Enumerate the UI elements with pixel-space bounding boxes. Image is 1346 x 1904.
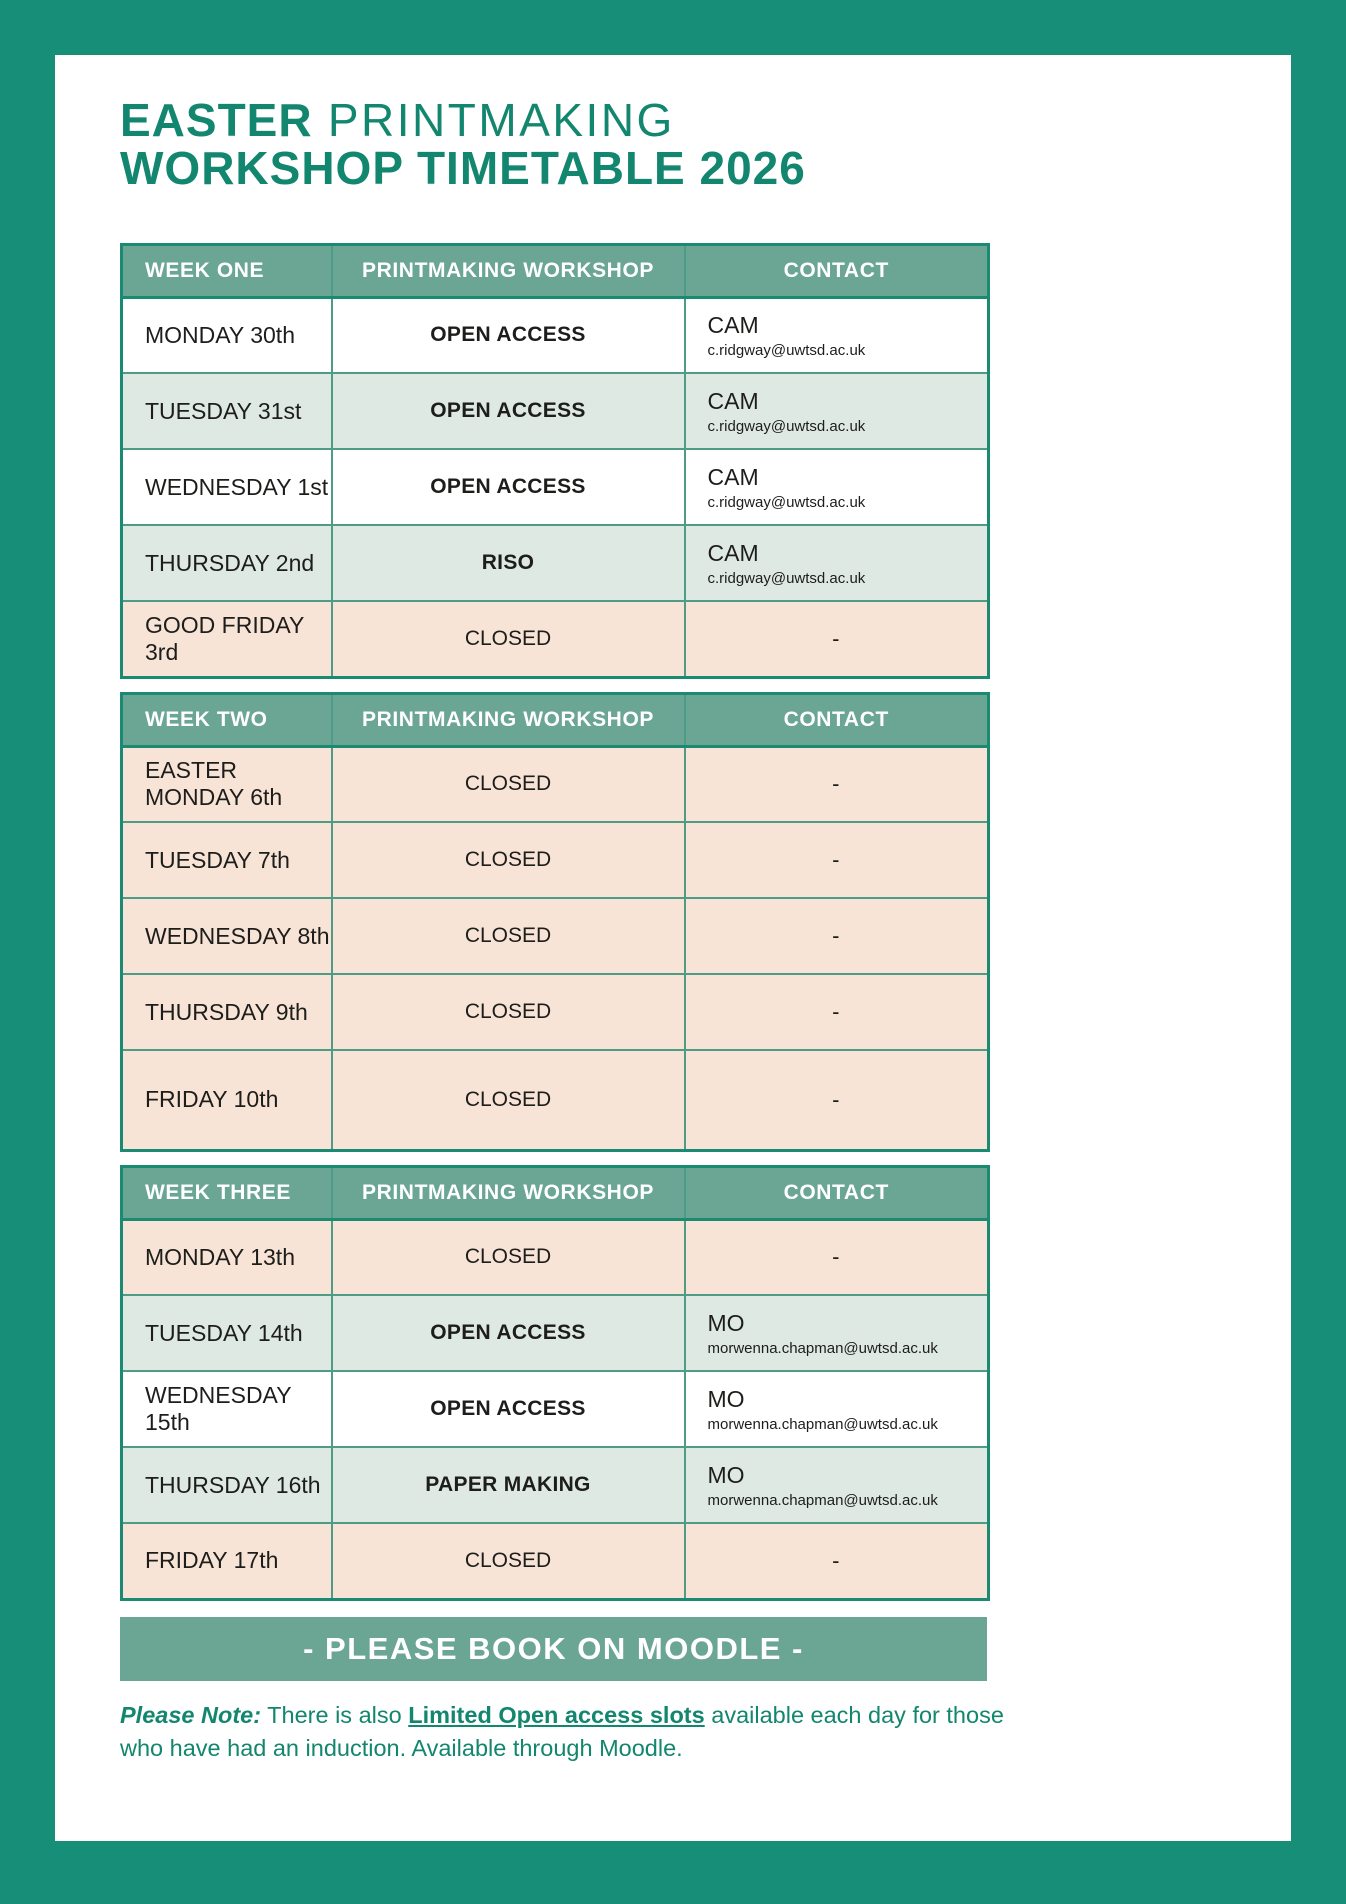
day-cell: GOOD FRIDAY 3rd — [122, 601, 332, 677]
page-title — [120, 94, 1291, 194]
contact-column-header: CONTACT — [685, 693, 989, 746]
contact-email: morwenna.chapman@uwtsd.ac.uk — [707, 1491, 938, 1509]
contact-name: CAM — [707, 539, 759, 566]
contact-cell — [685, 525, 989, 601]
day-cell: FRIDAY 17th — [122, 1523, 332, 1599]
day-cell: THURSDAY 2nd — [122, 525, 332, 601]
week-label-header: WEEK THREE — [122, 1166, 332, 1219]
contact-email: c.ridgway@uwtsd.ac.uk — [707, 493, 866, 511]
day-cell: THURSDAY 9th — [122, 974, 332, 1050]
contact-email: c.ridgway@uwtsd.ac.uk — [707, 341, 866, 359]
table-header-row — [122, 244, 989, 297]
contact-column-header: CONTACT — [685, 244, 989, 297]
day-cell: WEDNESDAY 8th — [122, 898, 332, 974]
note-text — [120, 1699, 1005, 1765]
workshop-column-header: PRINTMAKING WORKSHOP — [332, 693, 685, 746]
workshop-cell: OPEN ACCESS — [332, 373, 685, 449]
day-cell: THURSDAY 16th — [122, 1447, 332, 1523]
workshop-cell: CLOSED — [332, 1523, 685, 1599]
day-cell: FRIDAY 10th — [122, 1050, 332, 1150]
contact-dash: - — [832, 1547, 840, 1573]
contact-email: morwenna.chapman@uwtsd.ac.uk — [707, 1339, 938, 1357]
table-row — [122, 898, 989, 974]
contact-cell — [685, 601, 989, 677]
contact-cell — [685, 898, 989, 974]
workshop-cell: PAPER MAKING — [332, 1447, 685, 1523]
title-easter: EASTER — [120, 94, 313, 146]
workshop-cell: OPEN ACCESS — [332, 449, 685, 525]
timetable-tables — [120, 243, 987, 1601]
contact-cell — [685, 1447, 989, 1523]
workshop-cell: OPEN ACCESS — [332, 1295, 685, 1371]
contact-name: CAM — [707, 463, 759, 490]
contact-dash: - — [832, 625, 840, 651]
contact-cell — [685, 373, 989, 449]
week-table-1 — [120, 243, 990, 679]
contact-cell — [685, 1295, 989, 1371]
contact-name: MO — [707, 1309, 745, 1336]
contact-cell — [685, 1050, 989, 1150]
day-cell: WEDNESDAY 1st — [122, 449, 332, 525]
table-row — [122, 822, 989, 898]
day-cell: TUESDAY 14th — [122, 1295, 332, 1371]
note-prefix: Please Note: — [120, 1701, 262, 1728]
workshop-cell: CLOSED — [332, 1050, 685, 1150]
note-underlined-phrase: Limited Open access slots — [408, 1701, 705, 1728]
day-cell: WEDNESDAY 15th — [122, 1371, 332, 1447]
workshop-cell: CLOSED — [332, 746, 685, 822]
week-label-header: WEEK TWO — [122, 693, 332, 746]
contact-dash: - — [832, 923, 840, 949]
contact-name: CAM — [707, 387, 759, 414]
day-cell: MONDAY 13th — [122, 1219, 332, 1295]
contact-name: CAM — [707, 311, 759, 338]
day-cell: TUESDAY 31st — [122, 373, 332, 449]
workshop-cell: CLOSED — [332, 601, 685, 677]
table-row — [122, 1050, 989, 1150]
document-page — [55, 55, 1291, 1841]
title-printmaking: PRINTMAKING — [312, 94, 675, 146]
day-cell: TUESDAY 7th — [122, 822, 332, 898]
contact-cell — [685, 1219, 989, 1295]
table-row — [122, 746, 989, 822]
day-cell: MONDAY 30th — [122, 297, 332, 373]
workshop-column-header: PRINTMAKING WORKSHOP — [332, 244, 685, 297]
moodle-banner-label: - PLEASE BOOK ON MOODLE - — [303, 1630, 804, 1666]
title-line-1 — [120, 94, 1291, 146]
contact-email: morwenna.chapman@uwtsd.ac.uk — [707, 1415, 938, 1433]
contact-cell — [685, 746, 989, 822]
day-cell: EASTER MONDAY 6th — [122, 746, 332, 822]
workshop-cell: CLOSED — [332, 898, 685, 974]
workshop-cell: OPEN ACCESS — [332, 297, 685, 373]
note-before: There is also — [261, 1701, 409, 1728]
contact-cell — [685, 1523, 989, 1599]
contact-dash: - — [832, 999, 840, 1025]
table-row — [122, 525, 989, 601]
title-line-2: WORKSHOP TIMETABLE 2026 — [120, 141, 806, 194]
contact-dash: - — [832, 1086, 840, 1112]
workshop-cell: RISO — [332, 525, 685, 601]
workshop-cell: CLOSED — [332, 1219, 685, 1295]
contact-cell — [685, 974, 989, 1050]
week-table-3 — [120, 1165, 990, 1601]
table-row — [122, 974, 989, 1050]
table-row — [122, 1523, 989, 1599]
week-label-header: WEEK ONE — [122, 244, 332, 297]
contact-cell — [685, 1371, 989, 1447]
contact-name: MO — [707, 1461, 745, 1488]
contact-email: c.ridgway@uwtsd.ac.uk — [707, 569, 866, 587]
table-row — [122, 1371, 989, 1447]
contact-column-header: CONTACT — [685, 1166, 989, 1219]
workshop-cell: CLOSED — [332, 822, 685, 898]
note-after: available each day for those who have had an induction. Available through Moodle. — [120, 1701, 1004, 1761]
table-row — [122, 601, 989, 677]
contact-dash: - — [832, 771, 840, 797]
table-row — [122, 297, 989, 373]
workshop-cell: CLOSED — [332, 974, 685, 1050]
table-row — [122, 1219, 989, 1295]
table-row — [122, 449, 989, 525]
workshop-column-header: PRINTMAKING WORKSHOP — [332, 1166, 685, 1219]
contact-dash: - — [832, 847, 840, 873]
table-header-row — [122, 1166, 989, 1219]
table-row — [122, 1447, 989, 1523]
contact-name: MO — [707, 1385, 745, 1412]
contact-cell — [685, 822, 989, 898]
workshop-cell: OPEN ACCESS — [332, 1371, 685, 1447]
table-row — [122, 373, 989, 449]
contact-email: c.ridgway@uwtsd.ac.uk — [707, 417, 866, 435]
moodle-banner — [120, 1617, 987, 1681]
table-row — [122, 1295, 989, 1371]
contact-cell — [685, 297, 989, 373]
week-table-2 — [120, 692, 990, 1152]
table-header-row — [122, 693, 989, 746]
contact-dash: - — [832, 1244, 840, 1270]
contact-cell — [685, 449, 989, 525]
